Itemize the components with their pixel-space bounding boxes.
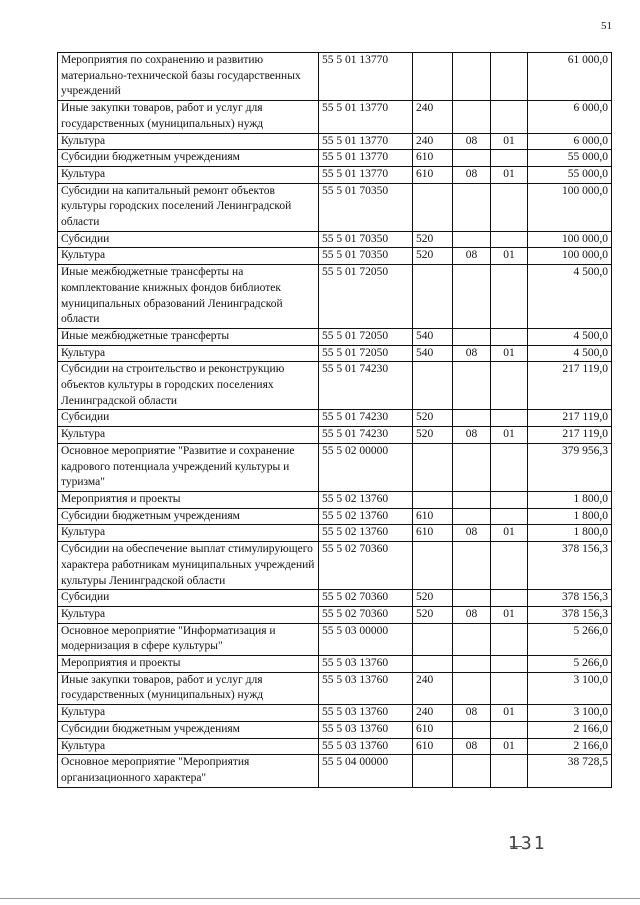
row-expense-type: 540 — [413, 328, 453, 345]
row-target-code: 55 5 02 70360 — [319, 590, 413, 607]
row-amount: 3 100,0 — [528, 672, 612, 704]
row-subsection — [491, 443, 528, 491]
row-target-code: 55 5 03 13760 — [319, 721, 413, 738]
row-name: Культура — [58, 345, 319, 362]
row-name: Культура — [58, 166, 319, 183]
row-amount: 55 000,0 — [528, 166, 612, 183]
row-name: Мероприятия и проекты — [58, 491, 319, 508]
row-section — [453, 328, 491, 345]
row-amount: 217 119,0 — [528, 427, 612, 444]
table-row — [58, 606, 612, 623]
row-expense-type — [413, 183, 453, 231]
row-subsection — [491, 623, 528, 655]
row-section — [453, 656, 491, 673]
row-section: 08 — [453, 705, 491, 722]
row-target-code: 55 5 03 13760 — [319, 656, 413, 673]
row-target-code: 55 5 01 13770 — [319, 53, 413, 101]
row-expense-type: 610 — [413, 525, 453, 542]
handwritten-page-stamp: 131 — [508, 833, 547, 854]
row-target-code: 55 5 01 13770 — [319, 166, 413, 183]
row-expense-type: 240 — [413, 133, 453, 150]
budget-table-body — [58, 53, 612, 788]
row-subsection: 01 — [491, 345, 528, 362]
row-target-code: 55 5 04 00000 — [319, 755, 413, 787]
row-target-code: 55 5 03 13760 — [319, 705, 413, 722]
row-amount: 4 500,0 — [528, 328, 612, 345]
row-expense-type: 610 — [413, 150, 453, 167]
row-expense-type: 610 — [413, 738, 453, 755]
page-number: 51 — [601, 20, 612, 32]
row-target-code: 55 5 02 13760 — [319, 508, 413, 525]
table-row — [58, 738, 612, 755]
row-amount: 5 266,0 — [528, 656, 612, 673]
row-name: Иные межбюджетные трансферты — [58, 328, 319, 345]
row-target-code: 55 5 01 74230 — [319, 362, 413, 410]
table-row — [58, 755, 612, 787]
row-expense-type: 540 — [413, 345, 453, 362]
row-name: Мероприятия и проекты — [58, 656, 319, 673]
row-section: 08 — [453, 166, 491, 183]
row-amount: 1 800,0 — [528, 491, 612, 508]
row-section — [453, 443, 491, 491]
row-target-code: 55 5 02 13760 — [319, 491, 413, 508]
row-target-code: 55 5 01 74230 — [319, 427, 413, 444]
row-expense-type — [413, 755, 453, 787]
row-amount: 378 156,3 — [528, 590, 612, 607]
table-row — [58, 427, 612, 444]
row-section: 08 — [453, 427, 491, 444]
row-target-code: 55 5 01 70350 — [319, 231, 413, 248]
row-section — [453, 362, 491, 410]
budget-table — [57, 52, 612, 788]
row-target-code: 55 5 03 13760 — [319, 738, 413, 755]
row-section — [453, 623, 491, 655]
row-expense-type: 520 — [413, 410, 453, 427]
row-name: Культура — [58, 738, 319, 755]
row-subsection — [491, 590, 528, 607]
row-target-code: 55 5 01 70350 — [319, 183, 413, 231]
row-subsection — [491, 265, 528, 329]
row-target-code: 55 5 03 13760 — [319, 672, 413, 704]
table-row — [58, 133, 612, 150]
row-target-code: 55 5 01 13770 — [319, 150, 413, 167]
table-row — [58, 150, 612, 167]
row-name: Иные закупки товаров, работ и услуг для государственных (муниципальных) нужд — [58, 672, 319, 704]
table-row — [58, 101, 612, 133]
row-name: Иные межбюджетные трансферты на комплектование книжных фондов библиотек муниципальных образований Ленинградской области — [58, 265, 319, 329]
row-amount: 2 166,0 — [528, 721, 612, 738]
table-row — [58, 183, 612, 231]
row-name: Культура — [58, 248, 319, 265]
row-target-code: 55 5 02 70360 — [319, 606, 413, 623]
row-subsection: 01 — [491, 738, 528, 755]
row-subsection — [491, 328, 528, 345]
row-target-code: 55 5 01 72050 — [319, 328, 413, 345]
row-amount: 6 000,0 — [528, 101, 612, 133]
row-subsection — [491, 491, 528, 508]
row-section: 08 — [453, 525, 491, 542]
row-section — [453, 542, 491, 590]
row-name: Культура — [58, 525, 319, 542]
row-name: Субсидии — [58, 410, 319, 427]
row-name: Культура — [58, 133, 319, 150]
row-expense-type: 520 — [413, 248, 453, 265]
row-name: Основное мероприятие "Развитие и сохранение кадрового потенциала учреждений культуры и туризма" — [58, 443, 319, 491]
row-amount: 1 800,0 — [528, 525, 612, 542]
table-row — [58, 166, 612, 183]
row-section — [453, 590, 491, 607]
row-name: Субсидии бюджетным учреждениям — [58, 508, 319, 525]
row-subsection — [491, 53, 528, 101]
row-expense-type: 240 — [413, 101, 453, 133]
row-name: Субсидии на капитальный ремонт объектов культуры городских поселений Ленинградской области — [58, 183, 319, 231]
row-target-code: 55 5 01 72050 — [319, 265, 413, 329]
table-row — [58, 590, 612, 607]
table-row — [58, 345, 612, 362]
row-expense-type: 610 — [413, 166, 453, 183]
row-amount: 1 800,0 — [528, 508, 612, 525]
row-section: 08 — [453, 248, 491, 265]
row-expense-type: 520 — [413, 590, 453, 607]
row-subsection — [491, 656, 528, 673]
row-section: 08 — [453, 133, 491, 150]
row-amount: 100 000,0 — [528, 231, 612, 248]
row-amount: 378 156,3 — [528, 542, 612, 590]
row-amount: 4 500,0 — [528, 265, 612, 329]
row-target-code: 55 5 01 74230 — [319, 410, 413, 427]
table-row — [58, 672, 612, 704]
row-subsection: 01 — [491, 133, 528, 150]
scan-bottom-edge — [0, 898, 640, 899]
row-amount: 6 000,0 — [528, 133, 612, 150]
table-row — [58, 231, 612, 248]
row-section — [453, 265, 491, 329]
row-target-code: 55 5 02 70360 — [319, 542, 413, 590]
row-amount: 100 000,0 — [528, 183, 612, 231]
row-name: Культура — [58, 427, 319, 444]
row-name: Иные закупки товаров, работ и услуг для государственных (муниципальных) нужд — [58, 101, 319, 133]
row-target-code: 55 5 01 13770 — [319, 101, 413, 133]
row-target-code: 55 5 02 13760 — [319, 525, 413, 542]
table-row — [58, 410, 612, 427]
row-amount: 4 500,0 — [528, 345, 612, 362]
row-section — [453, 53, 491, 101]
table-row — [58, 508, 612, 525]
table-row — [58, 328, 612, 345]
row-expense-type — [413, 362, 453, 410]
row-expense-type: 520 — [413, 231, 453, 248]
row-subsection: 01 — [491, 705, 528, 722]
row-section — [453, 491, 491, 508]
row-amount: 378 156,3 — [528, 606, 612, 623]
row-expense-type: 520 — [413, 606, 453, 623]
row-amount: 38 728,5 — [528, 755, 612, 787]
row-name: Субсидии бюджетным учреждениям — [58, 721, 319, 738]
row-subsection — [491, 672, 528, 704]
row-section — [453, 410, 491, 427]
row-subsection: 01 — [491, 606, 528, 623]
table-row — [58, 265, 612, 329]
row-expense-type — [413, 623, 453, 655]
row-section — [453, 231, 491, 248]
table-row — [58, 525, 612, 542]
row-section: 08 — [453, 738, 491, 755]
row-amount: 3 100,0 — [528, 705, 612, 722]
row-target-code: 55 5 02 00000 — [319, 443, 413, 491]
row-name: Культура — [58, 705, 319, 722]
row-section — [453, 755, 491, 787]
row-target-code: 55 5 01 70350 — [319, 248, 413, 265]
row-expense-type: 240 — [413, 705, 453, 722]
table-row — [58, 656, 612, 673]
table-row — [58, 248, 612, 265]
row-expense-type — [413, 491, 453, 508]
row-section — [453, 721, 491, 738]
row-name: Культура — [58, 606, 319, 623]
row-subsection — [491, 183, 528, 231]
row-amount: 5 266,0 — [528, 623, 612, 655]
row-name: Субсидии — [58, 231, 319, 248]
row-name: Субсидии на обеспечение выплат стимулирующего характера работникам муниципальных учреждений культуры Ленинградской области — [58, 542, 319, 590]
row-amount: 217 119,0 — [528, 362, 612, 410]
row-section: 08 — [453, 606, 491, 623]
row-target-code: 55 5 03 00000 — [319, 623, 413, 655]
row-expense-type — [413, 656, 453, 673]
table-row — [58, 443, 612, 491]
table-row — [58, 721, 612, 738]
row-subsection: 01 — [491, 427, 528, 444]
row-name: Основное мероприятие "Мероприятия организационного характера" — [58, 755, 319, 787]
row-name: Субсидии — [58, 590, 319, 607]
table-row — [58, 53, 612, 101]
table-row — [58, 705, 612, 722]
row-expense-type — [413, 542, 453, 590]
row-name: Основное мероприятие "Информатизация и модернизация в сфере культуры" — [58, 623, 319, 655]
row-expense-type — [413, 53, 453, 101]
row-amount: 55 000,0 — [528, 150, 612, 167]
row-subsection — [491, 231, 528, 248]
row-expense-type — [413, 443, 453, 491]
row-section — [453, 150, 491, 167]
row-name: Мероприятия по сохранению и развитию материально-технической базы государственных учреждений — [58, 53, 319, 101]
row-subsection — [491, 542, 528, 590]
row-section — [453, 672, 491, 704]
row-subsection — [491, 150, 528, 167]
row-amount: 217 119,0 — [528, 410, 612, 427]
row-subsection — [491, 508, 528, 525]
row-subsection — [491, 410, 528, 427]
row-amount: 100 000,0 — [528, 248, 612, 265]
row-expense-type: 610 — [413, 721, 453, 738]
row-expense-type — [413, 265, 453, 329]
row-name: Субсидии на строительство и реконструкцию объектов культуры в городских поселениях Ленинградской области — [58, 362, 319, 410]
row-name: Субсидии бюджетным учреждениям — [58, 150, 319, 167]
table-row — [58, 491, 612, 508]
row-subsection: 01 — [491, 525, 528, 542]
row-subsection: 01 — [491, 166, 528, 183]
table-row — [58, 362, 612, 410]
row-amount: 379 956,3 — [528, 443, 612, 491]
table-row — [58, 542, 612, 590]
row-subsection — [491, 755, 528, 787]
row-subsection — [491, 101, 528, 133]
row-subsection — [491, 721, 528, 738]
row-expense-type: 520 — [413, 427, 453, 444]
row-target-code: 55 5 01 72050 — [319, 345, 413, 362]
row-target-code: 55 5 01 13770 — [319, 133, 413, 150]
row-section — [453, 101, 491, 133]
row-amount: 61 000,0 — [528, 53, 612, 101]
table-row — [58, 623, 612, 655]
row-amount: 2 166,0 — [528, 738, 612, 755]
row-subsection: 01 — [491, 248, 528, 265]
row-expense-type: 240 — [413, 672, 453, 704]
row-section — [453, 508, 491, 525]
row-subsection — [491, 362, 528, 410]
row-section: 08 — [453, 345, 491, 362]
row-expense-type: 610 — [413, 508, 453, 525]
row-section — [453, 183, 491, 231]
